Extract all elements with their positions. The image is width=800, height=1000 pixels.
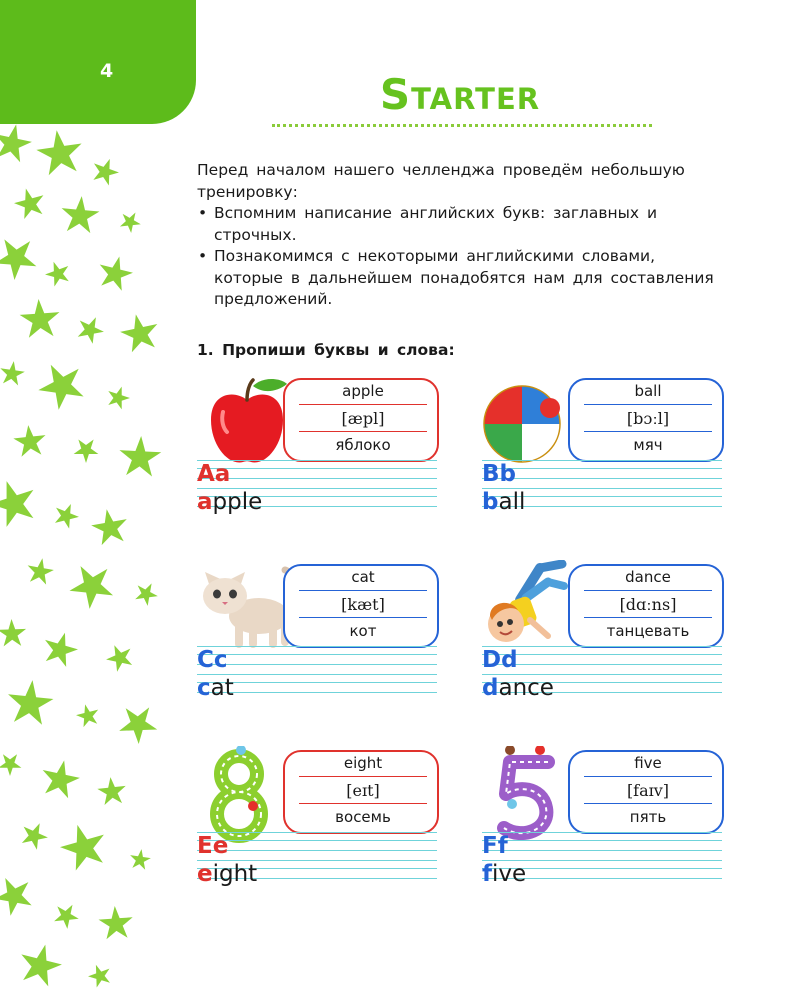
word-bubble [568, 378, 724, 462]
apple-icon [197, 374, 297, 474]
word-card-ball [482, 374, 732, 544]
word-rest: all [498, 489, 526, 515]
ball-icon [482, 374, 582, 474]
word-card-cat [197, 560, 447, 730]
english-word: ball [634, 382, 662, 400]
bubble-line [584, 803, 712, 804]
number-eight-icon [197, 746, 297, 846]
intro-bullet: • Познакомимся с некоторыми английскими словами, которые в дальнейшем понадобятся нам для составления предложений. [197, 246, 727, 311]
word-rest: ive [492, 861, 527, 887]
practice-word [482, 490, 525, 514]
bubble-line [299, 590, 427, 591]
practice-word [197, 490, 262, 514]
title-divider [272, 124, 652, 127]
word-rest: ance [498, 675, 554, 701]
task-heading: 1. Пропиши буквы и слова: [197, 341, 455, 359]
english-word: five [634, 754, 662, 772]
practice-word [197, 676, 234, 700]
word-bubble [568, 564, 724, 648]
practice-word [482, 862, 526, 886]
bubble-line [299, 803, 427, 804]
intro-text [197, 160, 727, 311]
letter-pair: Cc [197, 647, 228, 673]
bubble-line [299, 404, 427, 405]
russian-translation: танцевать [606, 622, 690, 640]
russian-translation: кот [349, 622, 377, 640]
cat-icon [197, 560, 297, 660]
transcription: [kæt] [341, 595, 385, 614]
word-bubble [283, 378, 439, 462]
intro-list [197, 203, 727, 311]
letter-pair: Aa [197, 461, 231, 487]
transcription: [eɪt] [346, 781, 380, 800]
practice-word [482, 676, 554, 700]
intro-paragraph: Перед началом нашего челленджа проведём небольшую тренировку: [197, 161, 685, 201]
word-rest: ight [212, 861, 258, 887]
russian-translation: пять [629, 808, 667, 826]
bubble-line [584, 590, 712, 591]
practice-word [197, 862, 257, 886]
page-title: Starter [379, 70, 541, 119]
english-word: dance [625, 568, 671, 586]
bubble-line [584, 617, 712, 618]
russian-translation: яблоко [335, 436, 391, 454]
number-five-icon [482, 746, 582, 846]
bubble-line [299, 617, 427, 618]
dancing-boy-icon [482, 560, 582, 660]
letter-pair: Dd [482, 647, 518, 673]
bubble-line [584, 431, 712, 432]
english-word: apple [342, 382, 384, 400]
word-first-letter: e [197, 861, 213, 887]
transcription: [dɑːns] [619, 595, 677, 614]
word-card-eight [197, 746, 447, 916]
word-rest: pple [212, 489, 263, 515]
english-word: eight [343, 754, 383, 772]
word-bubble [283, 750, 439, 834]
letter-pair: Bb [482, 461, 516, 487]
word-first-letter: c [197, 675, 211, 701]
word-first-letter: f [482, 861, 493, 887]
intro-bullet: • Вспомним написание английских букв: заглавных и строчных. [197, 203, 727, 246]
word-bubble [283, 564, 439, 648]
page-number: 4 [100, 60, 114, 82]
transcription: [æpl] [341, 409, 385, 428]
letter-pair: Ff [482, 833, 508, 859]
bubble-line [299, 776, 427, 777]
word-card-apple [197, 374, 447, 544]
letter-pair: Ee [197, 833, 229, 859]
word-card-five [482, 746, 732, 916]
bubble-line [584, 776, 712, 777]
russian-translation: восемь [335, 808, 391, 826]
russian-translation: мяч [633, 436, 663, 454]
star-icon [0, 124, 165, 989]
bubble-line [299, 431, 427, 432]
page-tab [0, 0, 196, 124]
transcription: [bɔːl] [626, 409, 670, 428]
transcription: [faɪv] [626, 781, 670, 800]
word-card-dance [482, 560, 732, 730]
stars-decoration [0, 124, 170, 1000]
bubble-line [584, 404, 712, 405]
word-rest: at [210, 675, 234, 701]
word-first-letter: d [482, 675, 499, 701]
english-word: cat [351, 568, 375, 586]
word-first-letter: a [197, 489, 213, 515]
word-first-letter: b [482, 489, 499, 515]
word-bubble [568, 750, 724, 834]
